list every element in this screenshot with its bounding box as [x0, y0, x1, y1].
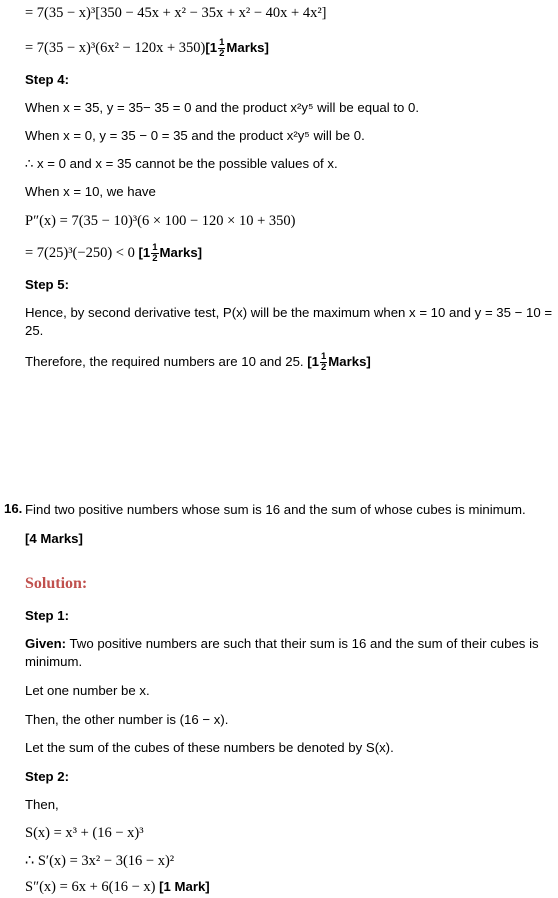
- case-x-10: When x = 10, we have: [25, 184, 156, 199]
- case-x-0: When x = 0, y = 35 − 0 = 35 and the product x²y⁵ will be 0.: [25, 128, 365, 143]
- expansion-line-1: = 7(35 − x)³[350 − 45x + x² − 35x + x² − 40x + 4x²]: [25, 5, 327, 21]
- step-heading: Step 2:: [25, 769, 69, 784]
- step-heading: Step 5:: [25, 277, 69, 292]
- first-derivative-equation: ∴ S′(x) = 3x² − 3(16 − x)²: [25, 853, 175, 869]
- step-heading: Step 4:: [25, 72, 69, 87]
- sum-definition-line: Let the sum of the cubes of these numbers be denoted by S(x).: [25, 740, 394, 755]
- question-number: 16.: [4, 501, 23, 516]
- second-derivative-eval: P″(x) = 7(35 − 10)³(6 × 100 − 120 × 10 + 350): [25, 213, 296, 229]
- given-statement: Given: Two positive numbers are such that their sum is 16 and the sum of their cubes is minimum.: [25, 636, 539, 669]
- second-derivative-equation: S″(x) = 6x + 6(16 − x) [1 Mark]: [25, 879, 210, 895]
- conclusion-maximum: Hence, by second derivative test, P(x) will be the maximum when x = 10 and y = 35 − 10 = 25.: [25, 305, 553, 338]
- other-number-line: Then, the other number is (16 − x).: [25, 712, 229, 727]
- fraction-half: $\frac{1}{2}$: [219, 37, 225, 59]
- then-line: Then,: [25, 797, 59, 812]
- step-heading: Step 1:: [25, 608, 69, 623]
- second-derivative-result: = 7(25)³(−250) < 0 [1 $\frac{1}{2}$ Marks]: [25, 242, 203, 264]
- fraction-half: $\frac{1}{2}$: [152, 242, 158, 264]
- final-answer: Therefore, the required numbers are 10 and 25. [1 $\frac{1}{2}$ Marks]: [25, 351, 371, 373]
- case-x-35: When x = 35, y = 35− 35 = 0 and the product x²y⁵ will be equal to 0.: [25, 100, 420, 115]
- solution-heading: Solution:: [25, 575, 88, 592]
- assumption-line: Let one number be x.: [25, 683, 150, 698]
- question-marks: [4 Marks]: [25, 531, 83, 546]
- sum-of-cubes-equation: S(x) = x³ + (16 − x)³: [25, 825, 144, 841]
- exclusion-statement: ∴ x = 0 and x = 35 cannot be the possible values of x.: [25, 156, 338, 171]
- question-text: Find two positive numbers whose sum is 16 and the sum of whose cubes is minimum.: [25, 502, 526, 517]
- expansion-line-2: = 7(35 − x)³(6x² − 120x + 350)[1 $\frac{1}{2}$ Marks]: [25, 37, 269, 59]
- fraction-half: $\frac{1}{2}$: [321, 351, 327, 373]
